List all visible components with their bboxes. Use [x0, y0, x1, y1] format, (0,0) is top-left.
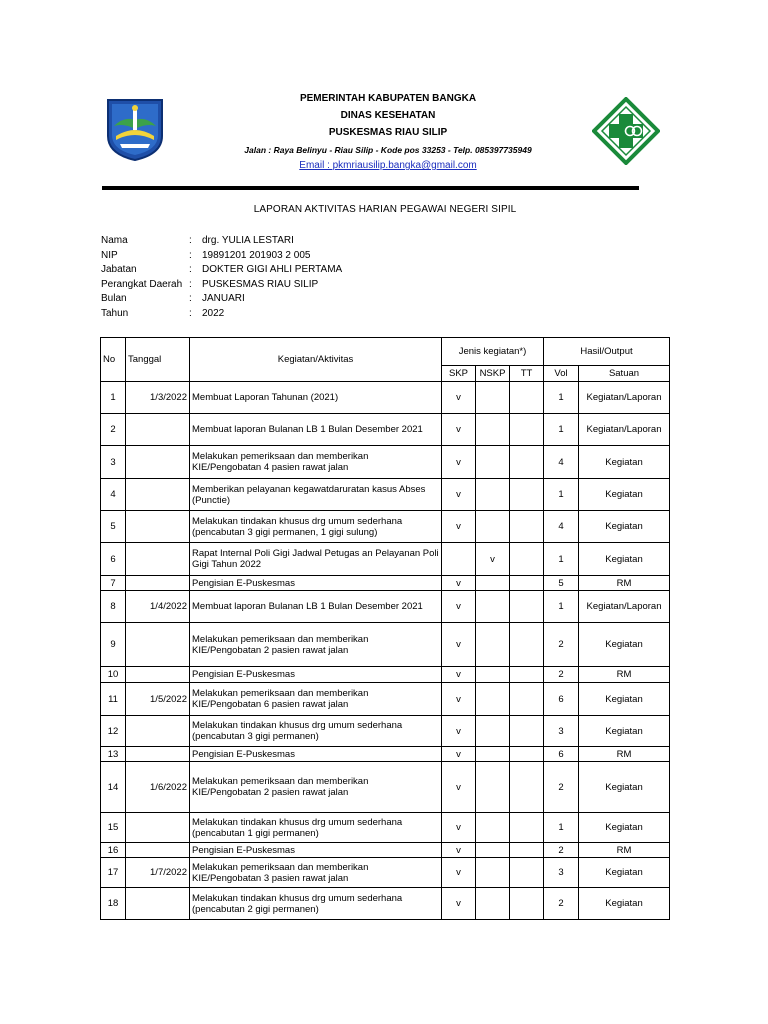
cell-tanggal [126, 813, 190, 843]
cell-nskp [476, 591, 510, 623]
cell-nskp [476, 479, 510, 511]
cell-kegiatan: Melakukan pemeriksaan dan memberikan KIE/Pengobatan 2 pasien rawat jalan [190, 762, 442, 813]
table-row [101, 813, 670, 843]
identity-colon: : [189, 235, 192, 246]
cell-tanggal [126, 888, 190, 920]
identity-label: Bulan [101, 293, 127, 305]
table-row [101, 479, 670, 511]
cell-skp: v [442, 511, 476, 543]
cell-tt [510, 591, 544, 623]
cell-tt [510, 888, 544, 920]
cell-tt [510, 843, 544, 858]
cell-satuan: Kegiatan [579, 716, 670, 747]
identity-value: JANUARI [202, 293, 245, 305]
cell-kegiatan: Rapat Internal Poli Gigi Jadwal Petugas an Pelayanan Poli Gigi Tahun 2022 [190, 543, 442, 576]
cell-skp: v [442, 843, 476, 858]
employee-identity [101, 234, 342, 322]
cell-tanggal [126, 479, 190, 511]
cell-tanggal [126, 667, 190, 683]
cell-nskp [476, 747, 510, 762]
cell-vol: 1 [544, 543, 579, 576]
cell-tt [510, 762, 544, 813]
cell-kegiatan: Membuat Laporan Tahunan (2021) [190, 382, 442, 414]
cell-no: 5 [101, 511, 126, 543]
cell-kegiatan: Pengisian E-Puskesmas [190, 576, 442, 591]
identity-colon: : [189, 249, 192, 261]
header-skp: SKP [442, 366, 476, 382]
cell-tt [510, 479, 544, 511]
table-row [101, 446, 670, 479]
cell-vol: 2 [544, 843, 579, 858]
cell-nskp [476, 667, 510, 683]
identity-row [101, 263, 342, 278]
header-jenis-kegiatan: Jenis kegiatan*) [442, 338, 544, 366]
cell-skp: v [442, 576, 476, 591]
cell-tt [510, 382, 544, 414]
cell-satuan: Kegiatan [579, 762, 670, 813]
cell-tanggal [126, 843, 190, 858]
cell-no: 12 [101, 716, 126, 747]
cell-tt [510, 414, 544, 446]
cell-vol: 4 [544, 446, 579, 479]
kabupaten-bangka-emblem-icon [104, 96, 166, 162]
gov-name: PEMERINTAH KABUPATEN BANGKA [299, 93, 477, 104]
identity-value: PUSKESMAS RIAU SILIP [202, 278, 319, 290]
activity-table-body [101, 382, 670, 920]
cell-tanggal [126, 543, 190, 576]
cell-satuan: Kegiatan/Laporan [579, 382, 670, 414]
table-row [101, 762, 670, 813]
cell-skp: v [442, 382, 476, 414]
cell-skp: v [442, 813, 476, 843]
table-row [101, 511, 670, 543]
cell-kegiatan: Melakukan tindakan khusus drg umum sederhana (pencabutan 2 gigi permanen) [190, 888, 442, 920]
cell-nskp [476, 858, 510, 888]
cell-tanggal: 1/4/2022 [126, 591, 190, 623]
cell-tanggal [126, 576, 190, 591]
identity-value: 19891201 201903 2 005 [202, 249, 311, 261]
identity-value: 2022 [202, 307, 225, 319]
identity-row [101, 234, 342, 249]
table-row [101, 747, 670, 762]
identity-colon: : [189, 293, 192, 305]
cell-nskp [476, 716, 510, 747]
table-row [101, 843, 670, 858]
header-vol: Vol [544, 366, 579, 382]
cell-satuan: Kegiatan [579, 446, 670, 479]
cell-tt [510, 511, 544, 543]
cell-kegiatan: Membuat laporan Bulanan LB 1 Bulan Desember 2021 [190, 414, 442, 446]
table-row [101, 888, 670, 920]
cell-tanggal: 1/7/2022 [126, 858, 190, 888]
cell-nskp [476, 623, 510, 667]
identity-label: Jabatan [101, 264, 137, 276]
cell-no: 7 [101, 576, 126, 591]
cell-kegiatan: Memberikan pelayanan kegawatdaruratan kasus Abses (Punctie) [190, 479, 442, 511]
cell-kegiatan: Melakukan pemeriksaan dan memberikan KIE/Pengobatan 2 pasien rawat jalan [190, 623, 442, 667]
header-kegiatan: Kegiatan/Aktivitas [190, 338, 442, 382]
table-row [101, 623, 670, 667]
cell-vol: 3 [544, 716, 579, 747]
cell-satuan: RM [579, 843, 670, 858]
cell-tanggal [126, 414, 190, 446]
cell-skp: v [442, 667, 476, 683]
cell-skp [442, 543, 476, 576]
cell-vol: 2 [544, 762, 579, 813]
puskesmas-name: PUSKESMAS RIAU SILIP [328, 127, 448, 138]
cell-no: 18 [101, 888, 126, 920]
table-row [101, 683, 670, 716]
cell-tt [510, 683, 544, 716]
cell-no: 1 [101, 382, 126, 414]
cell-no: 14 [101, 762, 126, 813]
cell-tanggal: 1/5/2022 [126, 683, 190, 716]
identity-label: Perangkat Daerah [101, 278, 183, 290]
cell-tt [510, 716, 544, 747]
agency-name: DINAS KESEHATAN [340, 110, 436, 121]
cell-tanggal: 1/6/2022 [126, 762, 190, 813]
cell-tanggal [126, 716, 190, 747]
cell-satuan: RM [579, 667, 670, 683]
cell-satuan: Kegiatan [579, 683, 670, 716]
cell-kegiatan: Melakukan tindakan khusus drg umum sederhana (pencabutan 3 gigi permanen, 1 gigi sulung) [190, 511, 442, 543]
letterhead-divider [102, 186, 639, 190]
cell-skp: v [442, 762, 476, 813]
cell-tt [510, 747, 544, 762]
identity-colon: : [189, 278, 192, 290]
activity-table [100, 337, 670, 920]
report-title: LAPORAN AKTIVITAS HARIAN PEGAWAI NEGERI SIPIL [253, 204, 517, 215]
header-tanggal: Tanggal [126, 338, 190, 382]
table-row [101, 716, 670, 747]
cell-skp: v [442, 888, 476, 920]
cell-kegiatan: Melakukan pemeriksaan dan memberikan KIE/Pengobatan 3 pasien rawat jalan [190, 858, 442, 888]
cell-tt [510, 576, 544, 591]
cell-vol: 6 [544, 747, 579, 762]
cell-nskp [476, 683, 510, 716]
cell-satuan: Kegiatan/Laporan [579, 591, 670, 623]
table-row [101, 858, 670, 888]
cell-skp: v [442, 858, 476, 888]
cell-satuan: Kegiatan [579, 479, 670, 511]
cell-nskp [476, 511, 510, 543]
cell-nskp [476, 414, 510, 446]
cell-vol: 2 [544, 623, 579, 667]
cell-satuan: Kegiatan [579, 511, 670, 543]
cell-no: 6 [101, 543, 126, 576]
cell-tanggal [126, 623, 190, 667]
identity-label: NIP [101, 249, 118, 261]
cell-vol: 1 [544, 813, 579, 843]
cell-skp: v [442, 446, 476, 479]
header-nskp: NSKP [476, 366, 510, 382]
cell-skp: v [442, 479, 476, 511]
cell-nskp [476, 762, 510, 813]
cell-satuan: RM [579, 747, 670, 762]
identity-colon: : [189, 307, 192, 319]
cell-kegiatan: Melakukan pemeriksaan dan memberikan KIE/Pengobatan 6 pasien rawat jalan [190, 683, 442, 716]
cell-skp: v [442, 716, 476, 747]
cell-vol: 1 [544, 591, 579, 623]
cell-no: 9 [101, 623, 126, 667]
cell-satuan: Kegiatan [579, 858, 670, 888]
table-row [101, 382, 670, 414]
cell-skp: v [442, 623, 476, 667]
cell-tt [510, 813, 544, 843]
cell-no: 2 [101, 414, 126, 446]
header-no: No [101, 338, 126, 382]
cell-vol: 2 [544, 888, 579, 920]
identity-row [101, 292, 342, 307]
table-row [101, 576, 670, 591]
cell-satuan: Kegiatan [579, 888, 670, 920]
identity-row [101, 249, 342, 264]
table-row [101, 591, 670, 623]
letterhead [0, 0, 768, 200]
cell-vol: 1 [544, 479, 579, 511]
cell-satuan: RM [579, 576, 670, 591]
cell-tt [510, 858, 544, 888]
header-hasil-output: Hasil/Output [544, 338, 670, 366]
cell-kegiatan: Pengisian E-Puskesmas [190, 667, 442, 683]
table-row [101, 414, 670, 446]
cell-skp: v [442, 683, 476, 716]
cell-tanggal [126, 511, 190, 543]
cell-kegiatan: Pengisian E-Puskesmas [190, 747, 442, 762]
cell-vol: 4 [544, 511, 579, 543]
cell-tanggal: 1/3/2022 [126, 382, 190, 414]
cell-nskp [476, 813, 510, 843]
identity-value: DOKTER GIGI AHLI PERTAMA [202, 264, 343, 276]
cell-tt [510, 446, 544, 479]
cell-no: 8 [101, 591, 126, 623]
identity-label: Nama [101, 235, 128, 246]
cell-tt [510, 667, 544, 683]
cell-skp: v [442, 591, 476, 623]
cell-nskp [476, 888, 510, 920]
identity-row [101, 307, 342, 322]
cell-no: 15 [101, 813, 126, 843]
cell-no: 13 [101, 747, 126, 762]
cell-tt [510, 623, 544, 667]
cell-tanggal [126, 446, 190, 479]
email-link[interactable]: Email : pkmriausilip.bangka@gmail.com [299, 160, 477, 171]
cell-skp: v [442, 747, 476, 762]
cell-no: 10 [101, 667, 126, 683]
cell-tanggal [126, 747, 190, 762]
cell-satuan: Kegiatan [579, 623, 670, 667]
cell-vol: 3 [544, 858, 579, 888]
identity-value: drg. YULIA LESTARI [202, 235, 294, 246]
address: Jalan : Raya Belinyu - Riau Silip - Kode pos 33253 - Telp. 085397735949 [244, 145, 532, 155]
cell-skp: v [442, 414, 476, 446]
cell-vol: 1 [544, 382, 579, 414]
cell-no: 11 [101, 683, 126, 716]
header-satuan: Satuan [579, 366, 670, 382]
identity-row [101, 278, 342, 293]
cell-kegiatan: Melakukan pemeriksaan dan memberikan KIE/Pengobatan 4 pasien rawat jalan [190, 446, 442, 479]
cell-kegiatan: Melakukan tindakan khusus drg umum sederhana (pencabutan 1 gigi permanen) [190, 813, 442, 843]
header-tt: TT [510, 366, 544, 382]
cell-satuan: Kegiatan [579, 813, 670, 843]
cell-satuan: Kegiatan [579, 543, 670, 576]
cell-satuan: Kegiatan/Laporan [579, 414, 670, 446]
cell-vol: 5 [544, 576, 579, 591]
cell-nskp: v [476, 543, 510, 576]
cell-vol: 2 [544, 667, 579, 683]
cell-tt [510, 543, 544, 576]
cell-kegiatan: Membuat laporan Bulanan LB 1 Bulan Desember 2021 [190, 591, 442, 623]
cell-no: 17 [101, 858, 126, 888]
table-row [101, 543, 670, 576]
cell-nskp [476, 382, 510, 414]
identity-colon: : [189, 264, 192, 276]
identity-label: Tahun [101, 307, 129, 319]
cell-no: 16 [101, 843, 126, 858]
table-row [101, 667, 670, 683]
cell-no: 4 [101, 479, 126, 511]
cell-nskp [476, 576, 510, 591]
cell-vol: 1 [544, 414, 579, 446]
cell-vol: 6 [544, 683, 579, 716]
cell-no: 3 [101, 446, 126, 479]
cell-kegiatan: Pengisian E-Puskesmas [190, 843, 442, 858]
puskesmas-logo-icon [592, 97, 660, 165]
cell-kegiatan: Melakukan tindakan khusus drg umum sederhana (pencabutan 3 gigi permanen) [190, 716, 442, 747]
letterhead-text [200, 90, 576, 174]
cell-nskp [476, 446, 510, 479]
cell-nskp [476, 843, 510, 858]
